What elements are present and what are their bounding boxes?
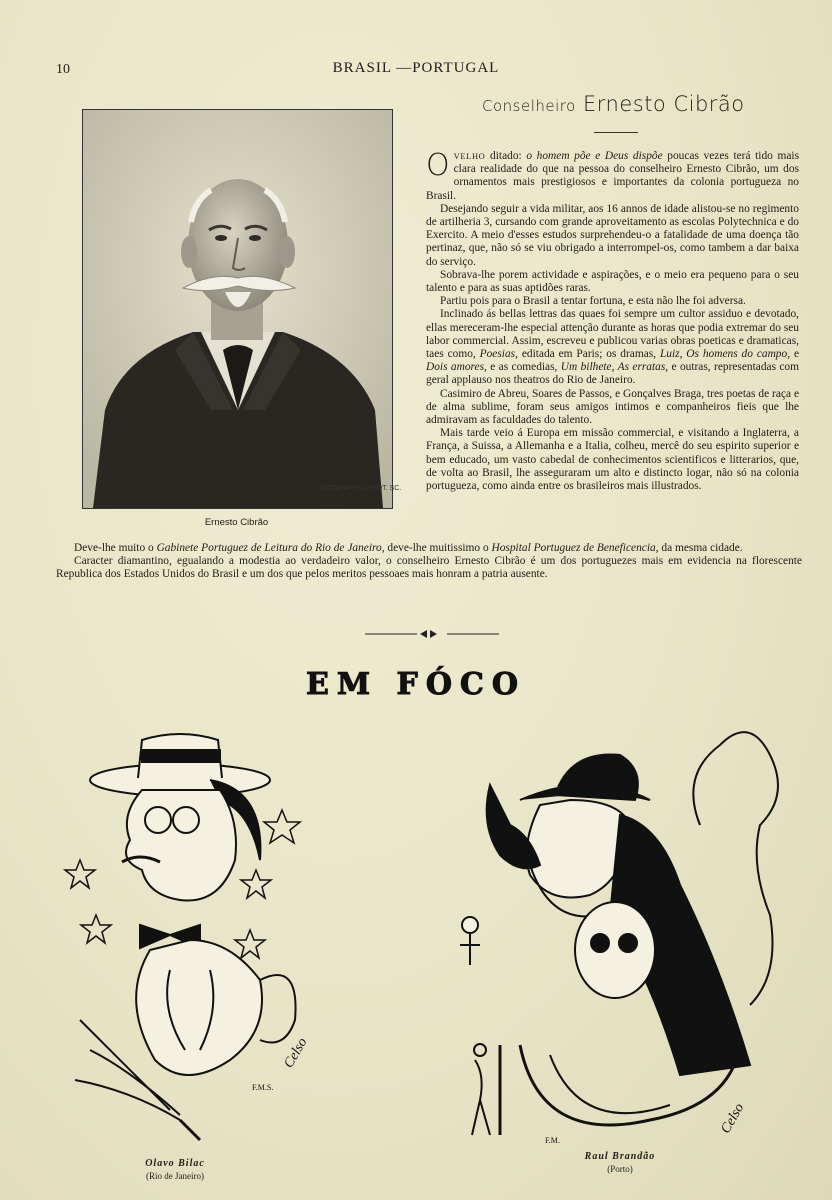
title-prefix: Conselheiro — [482, 97, 576, 115]
initials-1: F.M.S. — [252, 1083, 274, 1092]
paragraph-7: Mais tarde veio á Europa em missão commercial, e visitando a Inglaterra, a França, a Suissa, a Allemanha e a Italia, colheu, mercê do seu espirito superior e bem educado, um vasto cabedal de conhecimentos scientificos e litterarios, que, de volta ao Brasil, lhe asseguraram um alto e distincto logar, não só na colonia portugueza, como ainda entre os brasileiros mais illustrados. — [426, 427, 799, 493]
drop-cap: O — [426, 148, 450, 183]
paragraph-1: OVELHO ditado: o homem põe e Deus dispõe poucas vezes terá tido mais clara realidade do que na pessoa do conselheiro Ernesto Cibrão, um dos ornamentos mais prestigiosos e importantes da colonia portugueza no Brasil. — [426, 148, 799, 202]
engraver-mark: MITTAPAPPIO PHOT. SC. — [319, 485, 402, 492]
portrait-caption: Ernesto Cibrão — [204, 517, 269, 528]
paragraph-5: Inclinado ás bellas lettras das quaes foi sempre um cultor assiduo e devotado, ellas mereceram-lhe especial attenção durante as horas que podia extremar do seu labor commercial. Assim, escreveu e publicou varias obras poeticas e dramaticas, taes como, Poesias, editada em Paris; os dramas, Luiz, Os homens do campo, e Dois amores, e as comedias, Um bilhete, As erratas, e outras, representadas com geral applauso nos theatros do Rio de Janeiro. — [426, 308, 799, 387]
caricature-name-2: Raul Brandão — [584, 1151, 656, 1162]
caricature-olavo-bilac — [60, 720, 320, 1150]
article-full-width — [56, 542, 802, 582]
signature-2: Celso — [718, 1101, 748, 1137]
paragraph-3: Sobrava-lhe porem actividade e aspirações, e o meio era pequeno para o seu talento e para as suas aptidões raras. — [426, 268, 799, 295]
title-name: Ernesto Cibrão — [582, 92, 745, 116]
ornament-divider — [365, 628, 499, 640]
caricature-name-1: Olavo Bilac — [145, 1158, 205, 1169]
initials-2: F.M. — [545, 1136, 560, 1145]
section-title: EM FÓCO — [306, 667, 526, 702]
running-title: BRASIL —PORTUGAL — [332, 60, 500, 76]
article-title — [482, 92, 745, 116]
paragraph-9: Caracter diamantino, egualando a modestia ao verdadeiro valor, o conselheiro Ernesto Cibrão é um dos portuguezes mais em evidencia na florescente Republica dos Estados Unidos do Brasil e um dos que pelos meritos pessoaes mais honram a patria ausente. — [56, 555, 802, 581]
caricature-raul-brandao — [450, 715, 790, 1150]
paragraph-8: Deve-lhe muito o Gabinete Portuguez de Leitura do Rio de Janeiro, deve-lhe muitissimo o Hospital Portuguez de Beneficencia, da mesma cidade. — [74, 542, 743, 554]
caricature-place-2: (Porto) — [607, 1164, 633, 1174]
article-column — [426, 150, 799, 493]
paragraph-4: Partiu pois para o Brasil a tentar fortuna, e esta não lhe foi adversa. — [440, 295, 746, 308]
paragraph-2: Desejando seguir a vida militar, aos 16 annos de idade alistou-se no regimento de artilheria 3, cursando com grande aproveitamento as escolas Polytechnica e do Exercito. A meio d'esses estudos surprehendeu-o a fatalidade de uma doença tão pertinaz, que, não só se viu obrigado a interrompel-os, como tambem a dar baixa do serviço. — [426, 202, 799, 268]
caricature-place-1: (Rio de Janeiro) — [146, 1171, 204, 1181]
page-number: 10 — [56, 62, 70, 77]
paragraph-6: Casimiro de Abreu, Soares de Passos, e Gonçalves Braga, tres poetas de raça e de alma sublime, foram seus amigos intimos e companheiros fieis que lhe admiravam as faculdades do talento. — [426, 387, 799, 427]
portrait-photo — [82, 109, 402, 509]
signature-1: Celso — [281, 1035, 311, 1071]
title-rule — [594, 132, 638, 133]
